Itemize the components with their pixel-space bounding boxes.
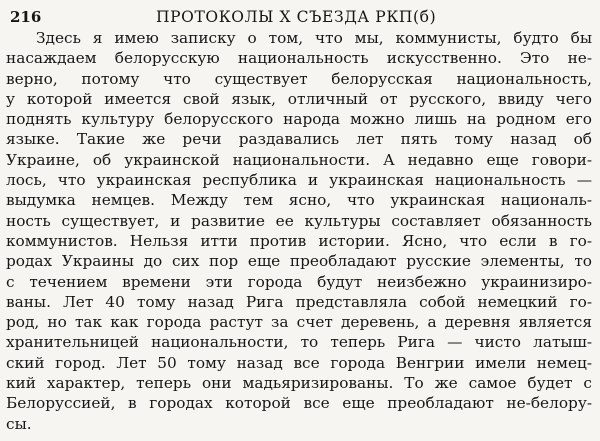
text-line: сы. xyxy=(6,414,32,433)
body-text xyxy=(6,28,592,434)
text-line: поднять культуру белорусского народа можно лишь на родном его xyxy=(6,110,592,129)
text-line: с течением времени эти города будут неизбежно украинизиро- xyxy=(6,272,592,291)
text-line: Белоруссией, в городах которой все еще преобладают не-белору- xyxy=(6,394,592,413)
text-line: у которой имеется свой язык, отличный от русского, ввиду чего xyxy=(6,89,592,108)
page-number: 216 xyxy=(10,8,42,26)
text-line: языке. Такие же речи раздавались лет пять тому назад об xyxy=(6,130,592,149)
text-line: хранительницей национальности, то теперь Рига — чисто латыш- xyxy=(6,333,592,352)
text-line: ваны. Лет 40 тому назад Рига представляла собой немецкий го- xyxy=(6,292,592,311)
text-line: кий характер, теперь они мадьяризированы. То же самое будет с xyxy=(6,374,592,393)
text-line: выдумка немцев. Между тем ясно, что украинская националь- xyxy=(6,191,592,210)
text-line: насаждаем белорусскую национальность искусственно. Это не- xyxy=(6,49,592,68)
text-line: лось, что украинская республика и украинская национальность — xyxy=(6,171,592,190)
text-line: родах Украины до сих пор еще преобладают русские элементы, то xyxy=(6,252,592,271)
running-head: ПРОТОКОЛЫ X СЪЕЗДА РКП(б) xyxy=(156,8,437,26)
text-line: ский город. Лет 50 тому назад все города Венгрии имели немец- xyxy=(6,353,592,372)
text-line: Здесь я имею записку о том, что мы, коммунисты, будто бы xyxy=(36,29,592,47)
text-line: ность существует, и развитие ее культуры составляет обязанность xyxy=(6,211,592,230)
text-line: верно, потому что существует белорусская национальность, xyxy=(6,69,592,88)
text-line: коммунистов. Нельзя итти против истории. Ясно, что если в го- xyxy=(6,231,592,250)
text-line: Украине, об украинской национальности. А недавно еще говори- xyxy=(6,150,592,169)
text-line: род, но так как города растут за счет деревень, а деревня является xyxy=(6,313,592,332)
